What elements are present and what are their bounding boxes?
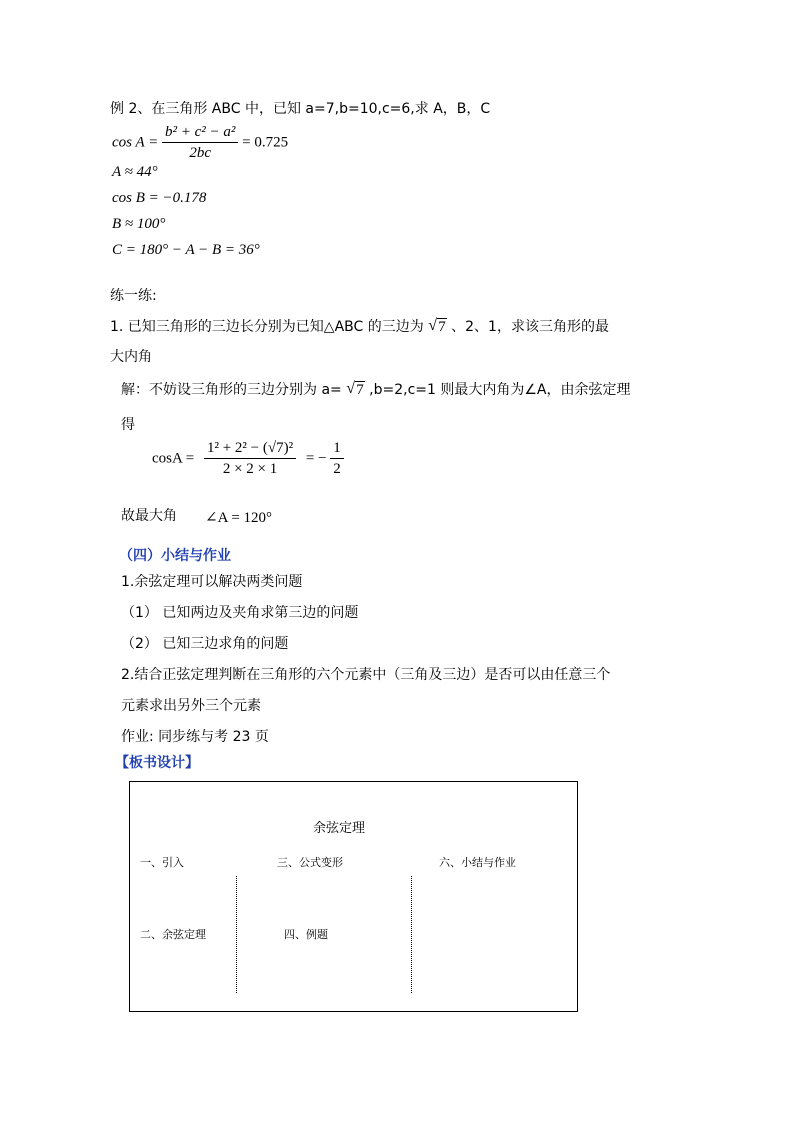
fraction-denominator: 2 × 2 × 1: [204, 458, 296, 478]
board-item-summary: 六、小结与作业: [439, 856, 516, 869]
board-item-cosine-law: 二、余弦定理: [140, 928, 206, 941]
summary-point-2-line-2: 元素求出另外三个元素: [121, 698, 261, 714]
sqrt7-radical: √ 7: [428, 317, 446, 335]
solution-line-1: [121, 379, 631, 399]
board-title: 余弦定理: [313, 821, 366, 836]
cosA-formula: [112, 124, 288, 162]
sqrt7-radical: √ 7: [346, 380, 364, 398]
radicand: 7: [438, 319, 446, 335]
result-numerator: 1: [333, 440, 341, 456]
board-item-formula-transform: 三、公式变形: [277, 856, 343, 869]
fraction-numerator: 1² + 2² − (√7)²: [206, 440, 294, 456]
radicand: 7: [356, 382, 364, 398]
cosA-denominator: 2bc: [162, 142, 238, 162]
summary-point-1b: （2） 已知三边求角的问题: [121, 636, 289, 652]
max-angle-value: ∠A = 120°: [205, 510, 273, 526]
question-text-b: 、2、1，求该三角形的最: [451, 319, 609, 335]
summary-point-2-line-1: 2.结合正弦定理判断在三角形的六个元素中（三角及三边）是否可以由任意三个: [121, 667, 611, 683]
B-result: B ≈ 100°: [112, 216, 166, 232]
board-design-box: [129, 781, 578, 1012]
summary-point-1: 1.余弦定理可以解决两类问题: [121, 574, 303, 590]
fraction-result-sign: = −: [305, 450, 327, 467]
result-fraction: [330, 440, 344, 478]
homework-note: 作业: 同步练与考 23 页: [121, 729, 269, 745]
cosA-solution-fraction: [204, 440, 296, 478]
cosA-numerator: b² + c² − a²: [165, 124, 236, 140]
cosA-fraction: [162, 124, 238, 162]
solution-text-b: ,b=2,c=1 则最大内角为∠A，由余弦定理: [369, 382, 631, 398]
board-item-examples: 四、例题: [284, 928, 328, 941]
summary-heading: （四）小结与作业: [119, 548, 231, 564]
cosA-solution-label: cosA =: [152, 450, 195, 467]
result-denominator: 2: [330, 458, 344, 478]
solution-line-2: 得: [121, 417, 135, 433]
cosA-value: = 0.725: [242, 134, 289, 151]
question-text-a: 1. 已知三角形的三边长分别为已知△ABC 的三边为: [110, 319, 424, 335]
max-angle-label: 故最大角: [121, 508, 177, 524]
A-result: A ≈ 44°: [112, 164, 158, 180]
C-result: C = 180° − A − B = 36°: [112, 242, 260, 258]
example-title: 例 2、在三角形 ABC 中，已知 a=7,b=10,c=6,求 A，B，C: [110, 101, 491, 117]
summary-point-1a: （1） 已知两边及夹角求第三边的问题: [121, 605, 359, 621]
board-item-intro: 一、引入: [140, 856, 184, 869]
question-1-line-1: [110, 316, 609, 336]
cosA-solution-formula: [152, 440, 344, 478]
board-divider-left: [236, 876, 237, 993]
cosA-label: cos A =: [112, 134, 159, 151]
question-1-line-2: 大内角: [110, 349, 152, 365]
board-divider-right: [411, 876, 412, 993]
practice-heading: 练一练:: [110, 288, 157, 304]
cosB-value: cos B = −0.178: [112, 190, 207, 206]
board-design-heading: 【板书设计】: [115, 755, 199, 771]
solution-text-a: 解：不妨设三角形的三边分别为 a=: [121, 382, 342, 398]
